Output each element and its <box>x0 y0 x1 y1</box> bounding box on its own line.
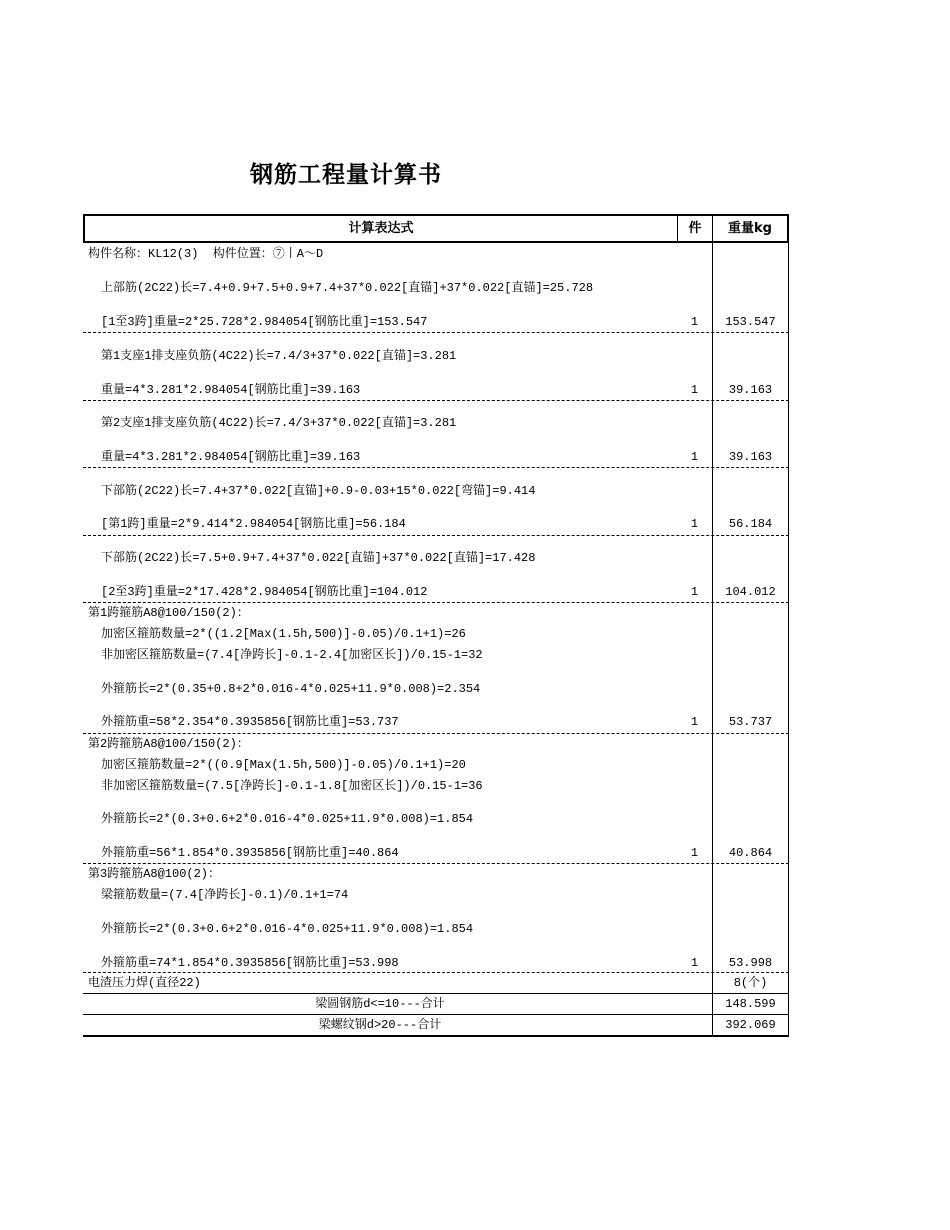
expression-line: 非加密区箍筋数量=(7.5[净跨长]-0.1-1.8[加密区长])/0.15-1=36 <box>101 779 483 793</box>
expression-line: 外箍筋长=2*(0.3+0.6+2*0.016-4*0.025+11.9*0.008)=1.854 <box>101 812 474 826</box>
qty-cell: 1 <box>690 585 699 599</box>
total-weight: 392.069 <box>725 1018 776 1032</box>
total-row-round-bar <box>83 994 789 1015</box>
expression-line: 重量=4*3.281*2.984054[钢筋比重]=39.163 <box>101 450 361 464</box>
stirrup-span-3-block <box>83 864 789 973</box>
qty-cell: 1 <box>690 956 699 970</box>
expression-line: [第1跨]重量=2*9.414*2.984054[钢筋比重]=56.184 <box>101 517 406 531</box>
calculation-table <box>83 214 789 1037</box>
qty-cell: 1 <box>690 517 699 531</box>
expression-line: [2至3跨]重量=2*17.428*2.984054[钢筋比重]=104.012 <box>101 585 428 599</box>
expression-line: 非加密区箍筋数量=(7.4[净跨长]-0.1-2.4[加密区长])/0.15-1=32 <box>101 648 483 662</box>
weld-label: 电渣压力焊(直径22) <box>88 976 201 990</box>
weld-count: 8(个) <box>733 976 768 990</box>
top-bar-block <box>83 243 789 333</box>
expression-line: 梁箍筋数量=(7.4[净跨长]-0.1)/0.1+1=74 <box>101 888 349 902</box>
qty-cell: 1 <box>690 715 699 729</box>
weight-cell: 53.998 <box>728 956 773 970</box>
expression-line: 加密区箍筋数量=2*((0.9[Max(1.5h,500)]-0.05)/0.1+1)=20 <box>101 758 466 772</box>
qty-cell: 1 <box>690 450 699 464</box>
weight-cell: 39.163 <box>728 383 773 397</box>
header-weight: 重量kg <box>712 216 787 241</box>
total-weight: 148.599 <box>725 997 776 1011</box>
expression-line: 下部筋(2C22)长=7.5+0.9+7.4+37*0.022[直锚]+37*0.022[直锚]=17.428 <box>101 551 536 565</box>
qty-cell: 1 <box>690 383 699 397</box>
expression-line: 第1支座1排支座负筋(4C22)长=7.4/3+37*0.022[直锚]=3.281 <box>101 349 457 363</box>
stirrup-heading: 第3跨箍筋A8@100(2)： <box>88 867 221 881</box>
weight-cell: 153.547 <box>725 315 776 329</box>
support-1-negative-bar-block <box>83 333 789 401</box>
component-info: 构件名称：KL12(3) 构件位置：⑦丨A～D <box>88 247 324 261</box>
weight-cell: 104.012 <box>725 585 776 599</box>
expression-line: 外箍筋长=2*(0.3+0.6+2*0.016-4*0.025+11.9*0.008)=1.854 <box>101 922 474 936</box>
weight-cell: 39.163 <box>728 450 773 464</box>
expression-line: 外箍筋重=74*1.854*0.3935856[钢筋比重]=53.998 <box>101 956 399 970</box>
total-label: 梁螺纹钢d>20---合计 <box>318 1018 442 1032</box>
support-2-negative-bar-block <box>83 401 789 468</box>
expression-line: 外箍筋长=2*(0.35+0.8+2*0.016-4*0.025+11.9*0.008)=2.354 <box>101 682 481 696</box>
table-header <box>83 214 789 243</box>
expression-line: 外箍筋重=56*1.854*0.3935856[钢筋比重]=40.864 <box>101 846 399 860</box>
document-title: 钢筋工程量计算书 <box>250 161 442 188</box>
weight-cell: 56.184 <box>728 517 773 531</box>
weight-cell: 53.737 <box>728 715 773 729</box>
qty-cell: 1 <box>690 315 699 329</box>
total-label: 梁圆钢筋d<=10---合计 <box>315 997 445 1011</box>
stirrup-span-2-block <box>83 734 789 864</box>
expression-line: 外箍筋重=58*2.354*0.3935856[钢筋比重]=53.737 <box>101 715 399 729</box>
expression-line: 上部筋(2C22)长=7.4+0.9+7.5+0.9+7.4+37*0.022[直锚]+37*0.022[直锚]=25.728 <box>101 281 594 295</box>
expression-line: [1至3跨]重量=2*25.728*2.984054[钢筋比重]=153.547 <box>101 315 428 329</box>
expression-line: 下部筋(2C22)长=7.4+37*0.022[直锚]+0.9-0.03+15*0.022[弯锚]=9.414 <box>101 484 536 498</box>
header-expression: 计算表达式 <box>348 221 414 236</box>
expression-line: 重量=4*3.281*2.984054[钢筋比重]=39.163 <box>101 383 361 397</box>
header-qty: 件 <box>677 216 712 241</box>
stirrup-span-1-block <box>83 603 789 734</box>
weld-row <box>83 973 789 994</box>
bottom-bar-span-1-block <box>83 468 789 536</box>
expression-line: 第2支座1排支座负筋(4C22)长=7.4/3+37*0.022[直锚]=3.281 <box>101 416 457 430</box>
weight-cell: 40.864 <box>728 846 773 860</box>
bottom-bar-span-2-3-block <box>83 536 789 603</box>
stirrup-heading: 第2跨箍筋A8@100/150(2)： <box>88 737 249 751</box>
total-row-threaded-bar <box>83 1015 789 1037</box>
stirrup-heading: 第1跨箍筋A8@100/150(2)： <box>88 606 249 620</box>
expression-line: 加密区箍筋数量=2*((1.2[Max(1.5h,500)]-0.05)/0.1+1)=26 <box>101 627 466 641</box>
qty-cell: 1 <box>690 846 699 860</box>
